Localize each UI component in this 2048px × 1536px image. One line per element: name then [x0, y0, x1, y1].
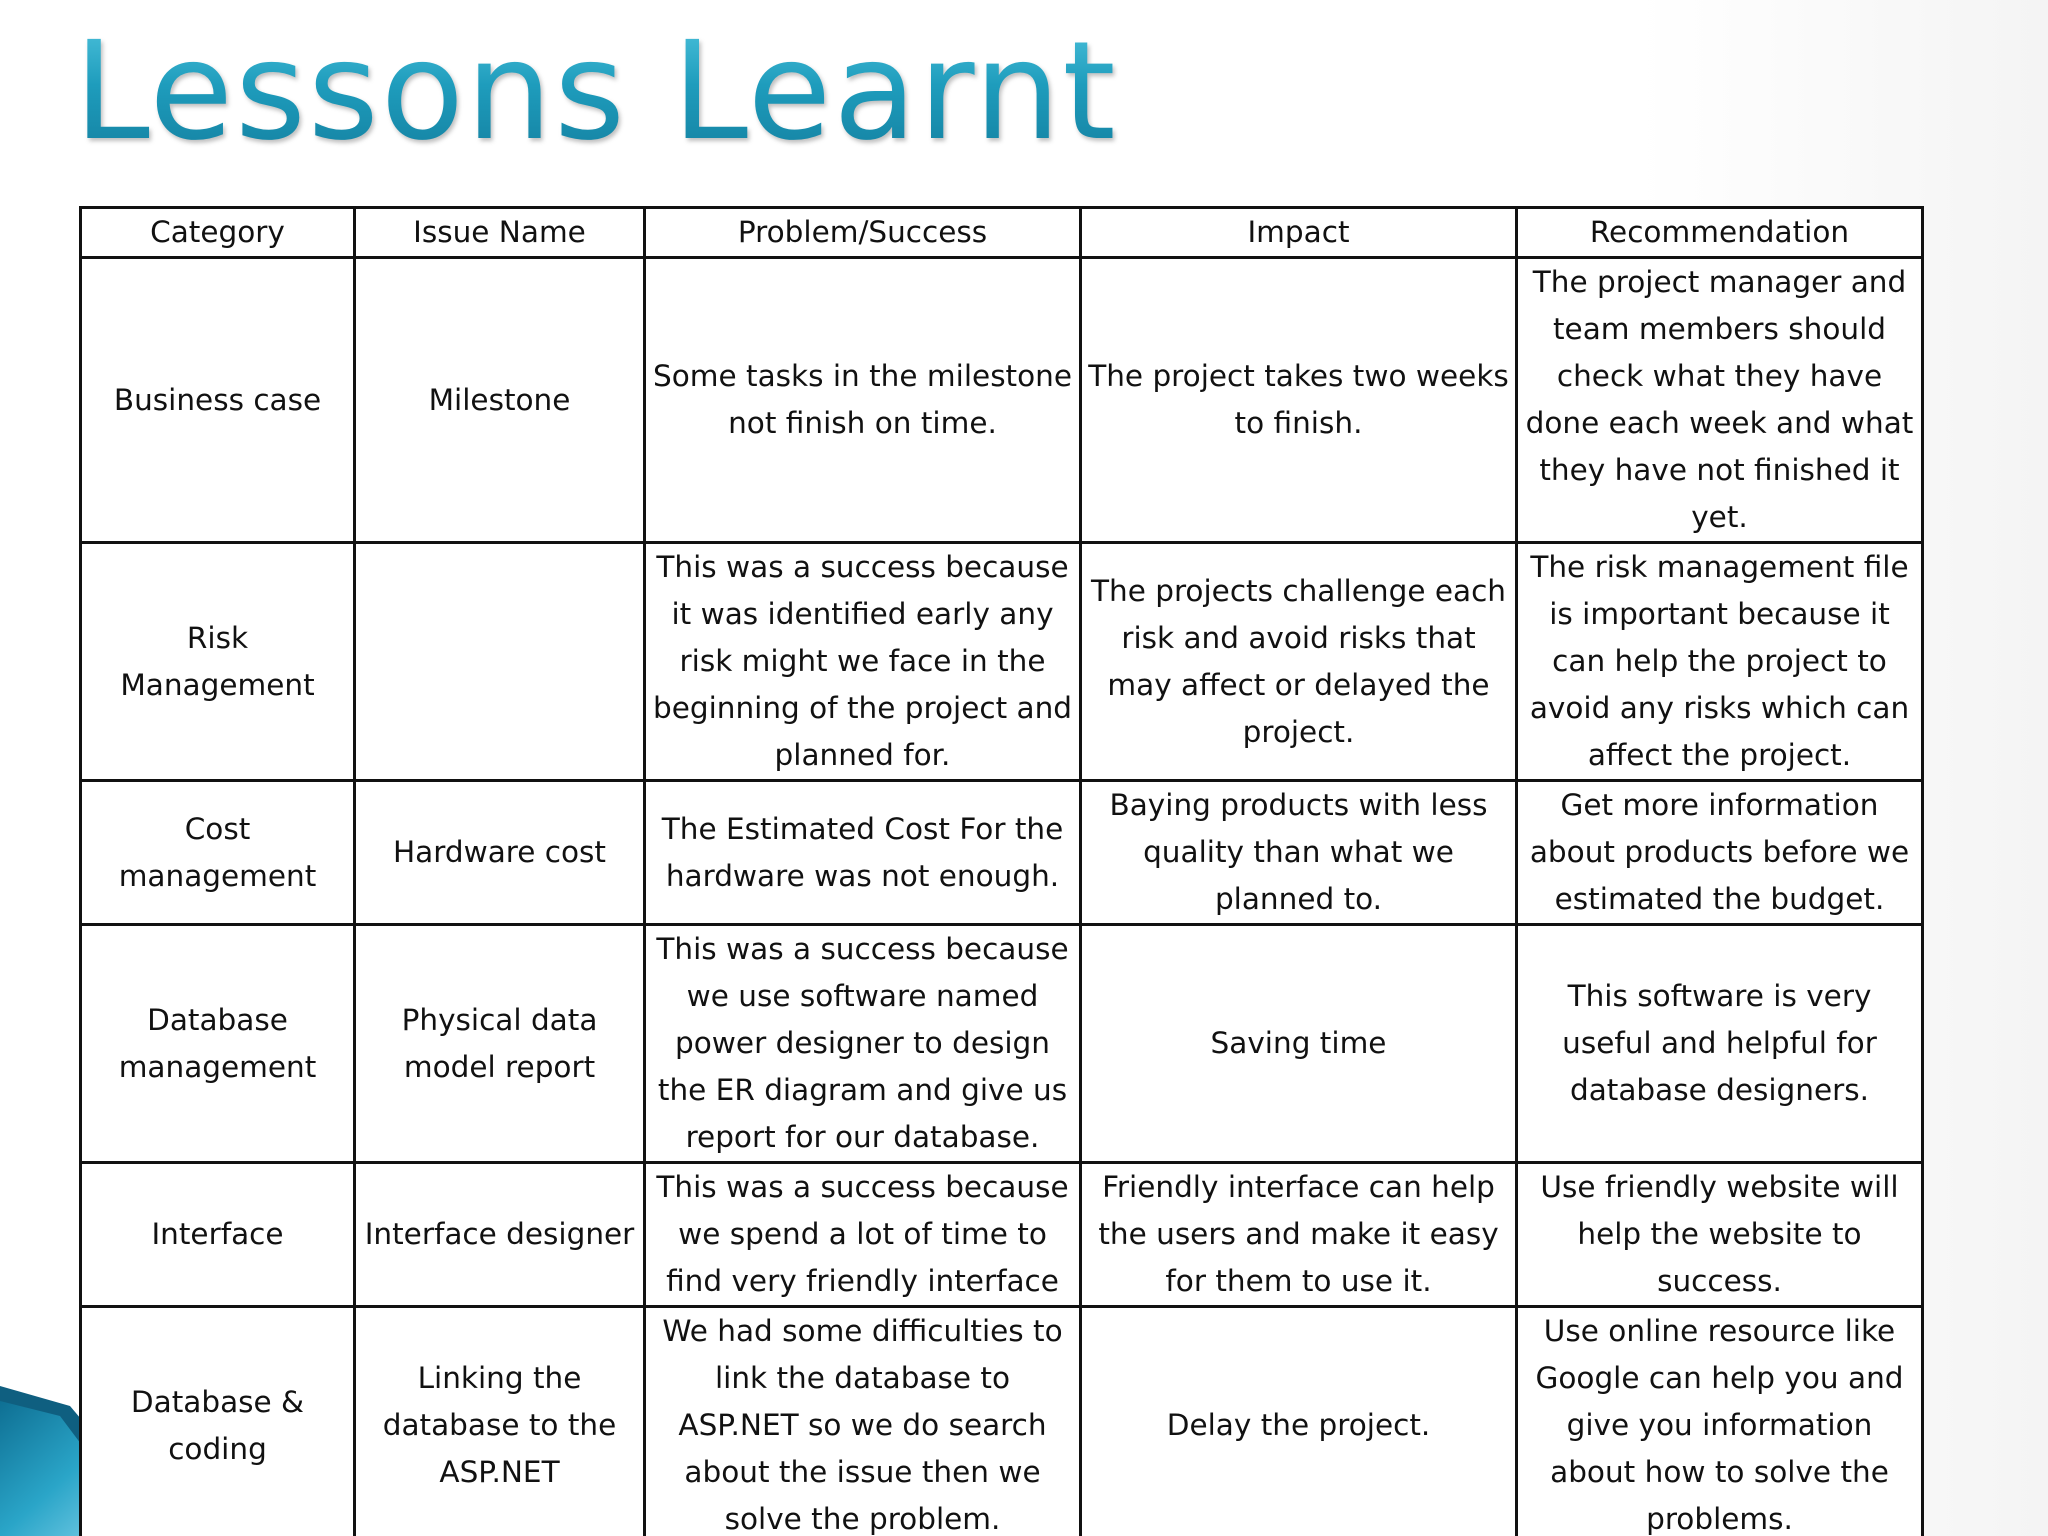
table-row — [81, 781, 1923, 925]
impact-cell: Saving time — [1081, 925, 1517, 1163]
impact-cell: The project takes two weeks to finish. — [1081, 258, 1517, 543]
problem-success-cell: This was a success because we spend a lot of time to find very friendly interface — [645, 1163, 1081, 1307]
category-cell: Database & coding — [81, 1307, 355, 1536]
column-header: Impact — [1081, 208, 1517, 258]
issue-name-cell: Physical data model report — [355, 925, 645, 1163]
problem-success-cell: This was a success because it was identified early any risk might we face in the beginning of the project and planned for. — [645, 543, 1081, 781]
impact-cell: Baying products with less quality than what we planned to. — [1081, 781, 1517, 925]
issue-name-cell: Interface designer — [355, 1163, 645, 1307]
slide-title: Lessons Learnt — [74, 13, 1118, 171]
impact-cell: Friendly interface can help the users and make it easy for them to use it. — [1081, 1163, 1517, 1307]
problem-success-cell: Some tasks in the milestone not finish on time. — [645, 258, 1081, 543]
category-cell: Cost management — [81, 781, 355, 925]
recommendation-cell: Get more information about products before we estimated the budget. — [1517, 781, 1923, 925]
category-cell: Interface — [81, 1163, 355, 1307]
table-row — [81, 1307, 1923, 1536]
category-cell: Database management — [81, 925, 355, 1163]
problem-success-cell: We had some difficulties to link the database to ASP.NET so we do search about the issue then we solve the problem. — [645, 1307, 1081, 1536]
table-row — [81, 258, 1923, 543]
problem-success-cell: This was a success because we use software named power designer to design the ER diagram and give us report for our database. — [645, 925, 1081, 1163]
column-header: Category — [81, 208, 355, 258]
category-cell: Risk Management — [81, 543, 355, 781]
column-header: Issue Name — [355, 208, 645, 258]
table-row — [81, 1163, 1923, 1307]
recommendation-cell: The risk management file is important because it can help the project to avoid any risks which can affect the project. — [1517, 543, 1923, 781]
issue-name-cell: Linking the database to the ASP.NET — [355, 1307, 645, 1536]
impact-cell: The projects challenge each risk and avoid risks that may affect or delayed the project. — [1081, 543, 1517, 781]
column-header: Recommendation — [1517, 208, 1923, 258]
problem-success-cell: The Estimated Cost For the hardware was not enough. — [645, 781, 1081, 925]
category-cell: Business case — [81, 258, 355, 543]
table-row — [81, 925, 1923, 1163]
recommendation-cell: The project manager and team members should check what they have done each week and what they have not finished it yet. — [1517, 258, 1923, 543]
recommendation-cell: Use friendly website will help the website to success. — [1517, 1163, 1923, 1307]
issue-name-cell — [355, 543, 645, 781]
lessons-learnt-table — [79, 206, 1924, 1536]
recommendation-cell: Use online resource like Google can help you and give you information about how to solve the problems. — [1517, 1307, 1923, 1536]
issue-name-cell: Milestone — [355, 258, 645, 543]
column-header: Problem/Success — [645, 208, 1081, 258]
recommendation-cell: This software is very useful and helpful for database designers. — [1517, 925, 1923, 1163]
issue-name-cell: Hardware cost — [355, 781, 645, 925]
impact-cell: Delay the project. — [1081, 1307, 1517, 1536]
table-row — [81, 543, 1923, 781]
table-header-row — [81, 208, 1923, 258]
